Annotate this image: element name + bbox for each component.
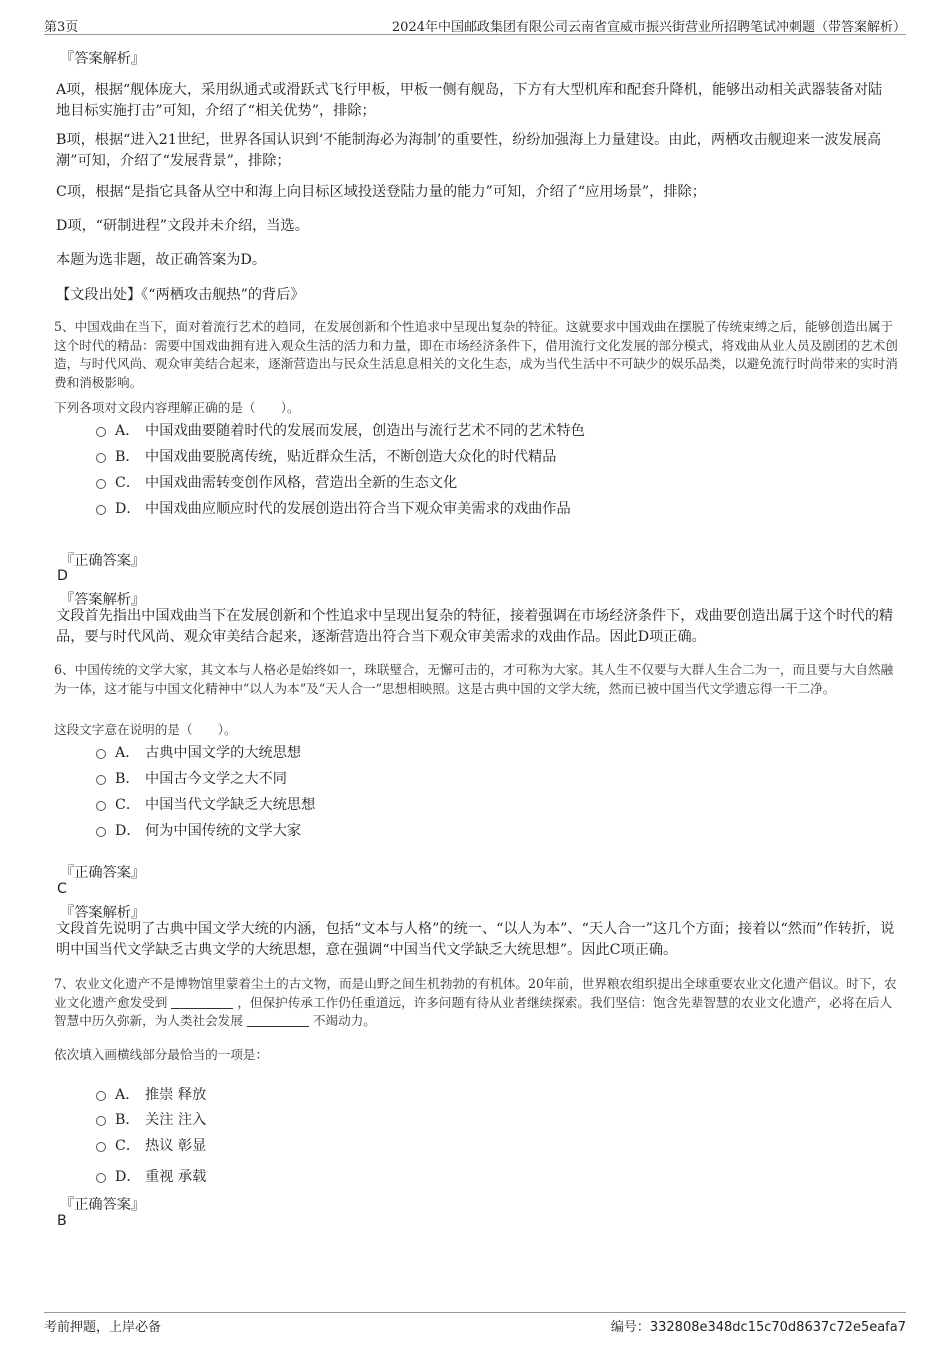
q5-option-d[interactable]: D． 中国戏曲应顺应时代的发展创造出符合当下观众审美需求的戏曲作品 bbox=[96, 498, 571, 518]
radio-icon[interactable] bbox=[96, 801, 106, 811]
q5-option-a[interactable]: A． 中国戏曲要随着时代的发展而发展，创造出与流行艺术不同的艺术特色 bbox=[96, 420, 585, 440]
q5-answer-label: 『正确答案』 bbox=[60, 553, 146, 569]
q6-option-d[interactable]: D． 何为中国传统的文学大家 bbox=[96, 820, 301, 840]
q6-option-c[interactable]: C． 中国当代文学缺乏大统思想 bbox=[96, 794, 315, 814]
q5-option-b[interactable]: B． 中国戏曲要脱离传统，贴近群众生活，不断创造大众化的时代精品 bbox=[96, 446, 556, 466]
q6-option-a[interactable]: A． 古典中国文学的大统思想 bbox=[96, 742, 301, 762]
q6-stem: 6、中国传统的文学大家，其文本与人格必是始终如一，珠联璧合，无懈可击的，才可称为大家。其人生不仅要与大群人生合二为一，而且要与大自然融为一体，这才能与中国文化精神中“以人为本”及“天人合一”思想相映照。这是古典中国的文学大统，然而已被中国当代文学遗忘得一干二净。 bbox=[54, 662, 894, 696]
radio-icon[interactable] bbox=[96, 1091, 106, 1101]
q7-option-b[interactable]: B． 关注 注入 bbox=[96, 1109, 206, 1129]
q7-option-d[interactable]: D． 重视 承载 bbox=[96, 1166, 206, 1186]
page-number: 第3页 bbox=[44, 20, 79, 35]
radio-icon[interactable] bbox=[96, 453, 106, 463]
q6-answer: C bbox=[57, 881, 67, 897]
q7-option-c[interactable]: C． 热议 彰显 bbox=[96, 1135, 206, 1155]
page-header bbox=[44, 14, 906, 35]
page-footer bbox=[44, 1312, 906, 1335]
q6-analysis: 文段首先说明了古典中国文学大统的内涵，包括“文本与人格”的统一、“以人为本”、“天人合一”这几个方面；接着以“然而”作转折，说明中国当代文学缺乏古典文学的大统思想，意在强调“中国当代文学缺乏大统思想”。因此C项正确。 bbox=[56, 921, 895, 958]
q5-option-c[interactable]: C． 中国戏曲需转变创作风格，营造出全新的生态文化 bbox=[96, 472, 457, 492]
q4-analysis-b: B项，根据“进入21世纪，世界各国认识到‘不能制海必为海制’的重要性，纷纷加强海上力量建设。由此，两栖攻击舰迎来一波发展高潮”可知，介绍了“发展背景”，排除； bbox=[56, 132, 882, 169]
radio-icon[interactable] bbox=[96, 775, 106, 785]
q4-analysis-label: 『答案解析』 bbox=[60, 51, 146, 67]
q7-stem: 7、农业文化遗产不是博物馆里蒙着尘土的古文物，而是山野之间生机勃勃的有机体。20年前，世界粮农组织提出全球重要农业文化遗产倡议。时下，农业文化遗产愈发受到 ，但保护传承工作仍任重道远，许多问题有待从业者继续探索。我们坚信：饱含先辈智慧的农业文化遗产，必将在后人智慧中历久弥新，为人类社会发展 不竭动力。 bbox=[54, 976, 897, 1028]
radio-icon[interactable] bbox=[96, 1116, 106, 1126]
q5-analysis: 文段首先指出中国戏曲当下在发展创新和个性追求中呈现出复杂的特征，接着强调在市场经济条件下，戏曲要创造出属于这个时代的精品，要与时代风尚、观众审美结合起来，逐渐营造出符合当下观众审美需求的戏曲作品。因此D项正确。 bbox=[56, 608, 894, 645]
q4-analysis-a: A项，根据“舰体庞大，采用纵通式或滑跃式飞行甲板，甲板一侧有舰岛，下方有大型机库和配套升降机，能够出动相关武器装备对陆地目标实施打击”可知，介绍了“相关优势”，排除； bbox=[56, 82, 883, 119]
document-title: 2024年中国邮政集团有限公司云南省宣威市振兴街营业所招聘笔试冲刺题（带答案解析） bbox=[391, 20, 906, 35]
q7-option-a[interactable]: A． 推崇 释放 bbox=[96, 1084, 206, 1104]
q6-option-b[interactable]: B． 中国古今文学之大不同 bbox=[96, 768, 287, 788]
q7-prompt: 依次填入画横线部分最恰当的一项是： bbox=[54, 1047, 269, 1062]
fill-blank-1[interactable] bbox=[171, 994, 233, 1009]
radio-icon[interactable] bbox=[96, 749, 106, 759]
radio-icon[interactable] bbox=[96, 479, 106, 489]
q4-analysis-d: D项，“研制进程”文段并未介绍，当选。 bbox=[56, 218, 309, 234]
q7-answer: B bbox=[57, 1213, 67, 1229]
q4-analysis-c: C项，根据“是指它具备从空中和海上向目标区域投送登陆力量的能力”可知，介绍了“应用场景”，排除； bbox=[56, 184, 706, 200]
q6-prompt: 这段文字意在说明的是（ ）。 bbox=[54, 722, 237, 737]
q5-answer: D bbox=[57, 568, 68, 584]
q6-answer-label: 『正确答案』 bbox=[60, 865, 146, 881]
q4-conclusion: 本题为选非题，故正确答案为D。 bbox=[56, 252, 267, 268]
fill-blank-2[interactable] bbox=[247, 1012, 309, 1027]
q5-prompt: 下列各项对文段内容理解正确的是（ ）。 bbox=[54, 400, 300, 415]
q5-analysis-label: 『答案解析』 bbox=[60, 592, 146, 608]
q4-source: 【文段出处】《“两栖攻击舰热”的背后》 bbox=[56, 287, 305, 303]
radio-icon[interactable] bbox=[96, 1173, 106, 1183]
q6-analysis-label: 『答案解析』 bbox=[60, 905, 146, 921]
radio-icon[interactable] bbox=[96, 827, 106, 837]
q5-stem: 5、中国戏曲在当下，面对着流行艺术的趋同，在发展创新和个性追求中呈现出复杂的特征。这就要求中国戏曲在摆脱了传统束缚之后，能够创造出属于这个时代的精品：需要中国戏曲拥有进入观众生活的活力和力量，即在市场经济条件下，借用流行文化发展的部分模式，将戏曲从业人员及剧团的艺术创造，与时代风尚、观众审美结合起来，逐渐营造出与民众生活息息相关的文化生态，成为当代生活中不可缺少的娱乐品类，以避免流行时尚带来的实时消费和消极影响。 bbox=[54, 319, 898, 390]
radio-icon[interactable] bbox=[96, 1142, 106, 1152]
document-code: 编号：332808e348dc15c70d8637c72e5eafa7 bbox=[610, 1320, 906, 1335]
footer-slogan: 考前押题，上岸必备 bbox=[44, 1320, 162, 1335]
radio-icon[interactable] bbox=[96, 505, 106, 515]
q7-answer-label: 『正确答案』 bbox=[60, 1197, 146, 1213]
radio-icon[interactable] bbox=[96, 427, 106, 437]
